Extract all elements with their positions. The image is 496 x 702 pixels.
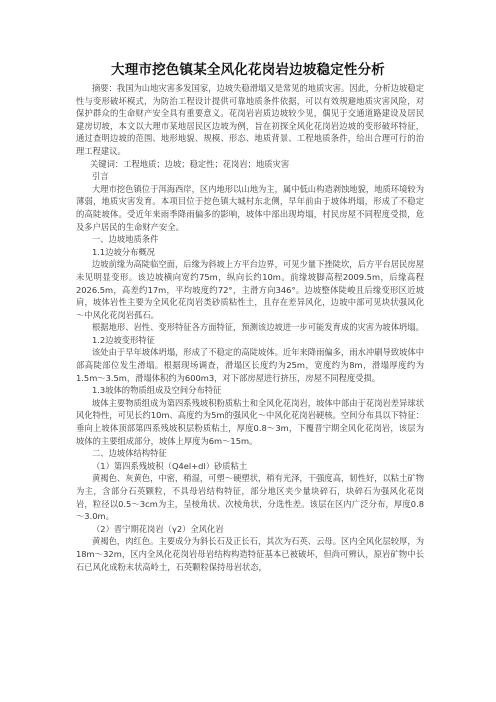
paragraph-1-1: 边坡前缘为高陡临空面，后缘为斜坡上方平台边界，可见少量下挫陡坎，后方平台居民房屋未见明显变形。该边坡横向宽约75m，纵向长约10m。前缘坡脚高程2009.5m，后缘高程2026.5m，高差约17m，平均坡度约72°，主滑方向346°。边坡整体陡峻且后缘变形区近坡肩，坡体岩性主要为全风化花岗岩类砂质粘性土，且存在差异风化，边坡中部可见块状强风化～中风化花岗岩孤石。: [76, 259, 424, 320]
subsection-heading-2-2: （2）晋宁期花岗岩（γ2）全风化岩: [92, 523, 224, 534]
section-heading-2: 二、边坡体结构特征: [92, 448, 167, 459]
paragraph-2-1: 黄褐色、灰黄色，中密，稍湿，可塑～硬塑状，稍有光泽，干强度高，韧性好，以粘土矿物为主，含部分石英颗粒，不具母岩结构特征，部分地区夹少量块碎石，块碎石为强风化花岗岩，粒径以0.5～3cm为主，呈棱角状、次棱角状，分选性差。该层在区内广泛分布，厚度0.8～3.0m。: [76, 473, 424, 522]
abstract: 摘要：我国为山地灾害多发国家，边坡失稳滑塌又是常见的地质灾害。因此，分析边坡稳定性与变形破坏模式，为防治工程设计提供可靠地质条件依据，可以有效规避地质灾害风险，对保护群众的生命财产安全具有重要意义。花岗岩岩质边坡较少见，偶见于交通道路建设及居民建房切坡，本文以大理市某地居民区边坡为例，旨在初探全风化花岗岩边坡的变形破坏特征，通过查明边坡的范围、地形地貌、规模、形态、地质背景、工程地质条件，给出合理可行的治理工程建议。: [76, 83, 424, 156]
subsection-heading-1-2: 1.2边坡变形特征: [92, 334, 155, 345]
paragraph-1-3: 坡体主要物质组成为第四系残坡积粉质粘土和全风化花岗岩，坡体中部由于花岗岩差异球状风化特性，可见长约10m、高度约为5m的强风化～中风化花岗岩硬核。空间分布具以下特征：垂向上坡体顶部第四系残坡积层粉质粘土，厚度0.8～3m，下覆晋宁期全风化花岗岩，该层为坡体的主要组成部分，坡体上厚度为6m～15m。: [76, 397, 424, 446]
section-heading-1: 一、边坡地质条件: [92, 234, 159, 245]
paragraph-2-2: 黄褐色，肉红色。主要成分为斜长石及正长石，其次为石英、云母。区内全风化层较厚，为18m～32m，区内全风化花岗岩母岩结构构造特征基本已被破坏，但尚可辨认，原岩矿物中长石已风化成粉末状高岭土，石英颗粒保持母岩状态，: [76, 536, 424, 572]
paper-title: 大理市挖色镇某全风化花岗岩边坡稳定性分析: [111, 62, 385, 78]
paragraph-1-2: 该处由于早年坡体坍塌，形成了不稳定的高陡坡体。近年来降雨偏多，雨水冲刷导致坡体中部高陡部位发生滑塌。根据现场调查，滑塌区长度约为25m，宽度约为8m，滑塌厚度约为1.5m～3.5m，滑塌体积约为600m3，对下部房屋进行挤压，房屋不同程度受损。: [76, 347, 424, 383]
subsection-heading-1-3: 1.3坡体的物质组成及空间分布特征: [92, 385, 222, 396]
paragraph-1-1b: 根据地形、岩性、变形特征各方面特征，预测该边坡进一步可能发育成的灾害为坡体坍塌。: [92, 322, 424, 333]
intro-paragraph: 大理市挖色镇位于洱海西岸，区内地形以山地为主，属中低山构造剥蚀地貌，地质环境较为薄弱，地质灾害发育。本项目位于挖色镇大城村东北侧，早年前由于坡体坍塌，形成了不稳定的高陡坡体。受近年来雨季降雨偏多的影响，坡体中部出现垮塌，村民房屋不同程度受损，危及多户居民的生命财产安全。: [76, 183, 424, 232]
intro-heading: 引言: [92, 171, 109, 182]
subsection-heading-2-1: （1）第四系残坡积（Q4el+dl）砂质粘土: [92, 460, 248, 471]
paper-body: [76, 82, 424, 573]
subsection-heading-1-1: 1.1边坡分布概况: [92, 246, 155, 257]
keywords: 关键词：工程地质；边坡；稳定性；花岗岩；地质灾害: [90, 158, 290, 169]
